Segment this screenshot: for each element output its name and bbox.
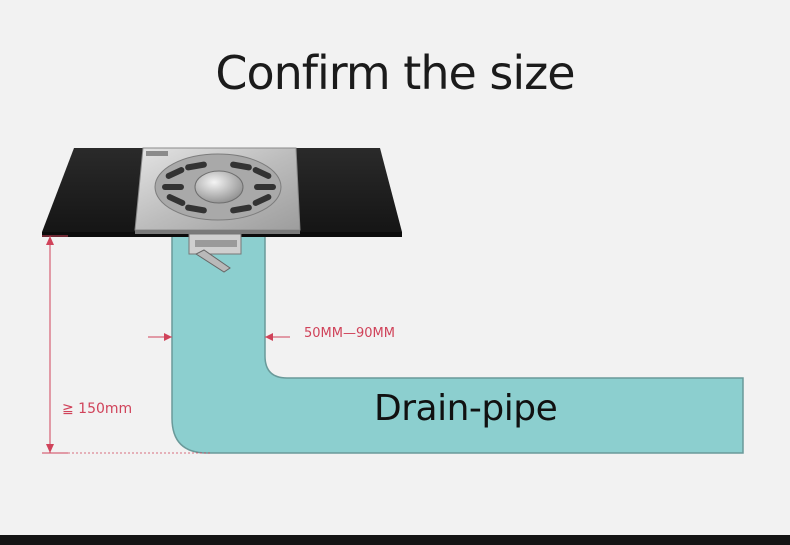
drain-logo [146,151,168,156]
drain-pipe-label: Drain-pipe [374,388,558,429]
drain-cap [195,171,243,203]
floor-drain [135,148,300,272]
drain-trap-ring [195,240,237,247]
bottom-border [0,535,790,545]
drain-plate-edge [135,230,300,234]
page-title: Confirm the size [215,46,575,100]
pipe-diameter-label: 50MM—90MM [304,326,395,341]
min-height-label: ≧ 150mm [62,401,133,417]
